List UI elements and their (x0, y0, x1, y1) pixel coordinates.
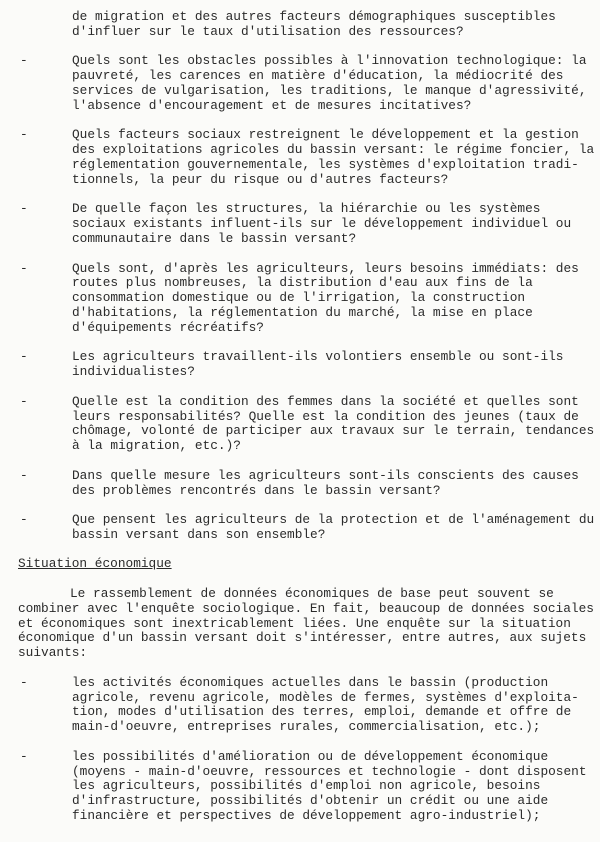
text-line: d'influer sur le taux d'utilisation des ressources? (72, 23, 464, 39)
text-line: De quelle façon les structures, la hiérarchie ou les systèmes (72, 201, 541, 217)
bullet-dash: - (20, 260, 28, 276)
text-line: Que pensent les agriculteurs de la protection et de l'aménagement du (72, 512, 595, 528)
text-line: les agriculteurs, possibilités d'emploi non agricole, besoins (72, 778, 541, 794)
text-line: chômage, volonté de participer aux travaux sur le terrain, tendances (72, 423, 595, 439)
text-line: des problèmes rencontrés dans le bassin versant? (72, 482, 441, 498)
text-line: économique d'un bassin versant doit s'intéresser, entre autres, aux sujets (18, 630, 587, 646)
text-line: Quels sont, d'après les agriculteurs, leurs besoins immédiats: des (72, 260, 579, 276)
question-item (0, 202, 600, 246)
text-line: pauvreté, les carences en matière d'éducation, la médiocrité des (72, 68, 564, 84)
bullet-dash: - (20, 201, 28, 217)
text-line: main-d'oeuvre, entreprises rurales, commercialisation, etc.); (72, 719, 541, 735)
bullet-dash: - (20, 349, 28, 365)
text-line: tion, modes d'utilisation des terres, emploi, demande et offre de (72, 704, 572, 720)
text-line: communautaire dans le bassin versant? (72, 230, 357, 246)
question-item (0, 350, 600, 380)
section-paragraph (0, 587, 600, 661)
bullet-dash: - (20, 127, 28, 143)
text-line: réglementation gouvernementale, les systèmes d'exploitation tradi- (72, 156, 579, 172)
text-line: routes plus nombreuses, la distribution d'eau aux fins de la (72, 275, 533, 291)
text-line: d'habitations, la réglementation du marché, la mise en place (72, 304, 533, 320)
text-line: leurs responsabilités? Quelle est la condition des jeunes (taux de (72, 408, 579, 424)
bullet-dash: - (20, 393, 28, 409)
text-line: financière et perspectives de développement agro-industriel); (72, 808, 541, 824)
question-item (0, 469, 600, 499)
bullet-dash: - (20, 53, 28, 69)
text-line: suivants: (18, 645, 88, 661)
continuation-text (0, 10, 600, 40)
question-list (0, 54, 600, 542)
topic-item (0, 750, 600, 824)
text-line: sociaux existants influent-ils sur le développement individuel ou (72, 216, 572, 232)
text-line: Les agriculteurs travaillent-ils volontiers ensemble ou sont-ils (72, 349, 564, 365)
text-line: agricole, revenu agricole, modèles de fermes, systèmes d'exploita- (72, 689, 579, 705)
text-line: Le rassemblement de données économiques de base peut souvent se (70, 586, 554, 602)
text-line: Quelle est la condition des femmes dans la société et quelles sont (72, 393, 579, 409)
text-line: d'infrastructure, possibilités d'obtenir un crédit ou une aide (72, 793, 549, 809)
section-heading: Situation économique (18, 556, 172, 572)
text-line: Quels facteurs sociaux restreignent le développement et la gestion (72, 127, 579, 143)
bullet-dash: - (20, 512, 28, 528)
text-line: Dans quelle mesure les agriculteurs sont-ils conscients des causes (72, 467, 579, 483)
text-line: bassin versant dans son ensemble? (72, 526, 326, 542)
bullet-dash: - (20, 748, 28, 764)
text-line: individualistes? (72, 364, 195, 380)
text-line: et économiques sont inextricablement liées. Une enquête sur la situation (18, 615, 571, 631)
text-line: services de vulgarisation, les traditions, le manque d'agressivité, (72, 82, 587, 98)
topic-item (0, 676, 600, 735)
question-item (0, 128, 600, 187)
text-line: à la migration, etc.)? (72, 438, 241, 454)
text-line: les possibilités d'amélioration ou de développement économique (72, 748, 549, 764)
bullet-dash: - (20, 467, 28, 483)
question-item (0, 262, 600, 336)
text-line: des exploitations agricoles du bassin versant: le régime foncier, la (72, 142, 595, 158)
text-line: les activités économiques actuelles dans le bassin (production (72, 674, 549, 690)
text-line: Quels sont les obstacles possibles à l'innovation technologique: la (72, 53, 587, 69)
bullet-dash: - (20, 674, 28, 690)
text-line: de migration et des autres facteurs démographiques susceptibles (72, 9, 556, 24)
question-item (0, 54, 600, 113)
question-item (0, 513, 600, 543)
text-line: l'absence d'encouragement et de mesures incitatives? (72, 97, 472, 113)
question-item (0, 395, 600, 454)
text-line: tionnels, la peur du risque ou d'autres facteurs? (72, 171, 449, 187)
topic-list (0, 676, 600, 824)
text-line: (moyens - main-d'oeuvre, ressources et technologie - dont disposent (72, 763, 587, 779)
text-line: consommation domestique ou de l'irrigation, la construction (72, 290, 526, 306)
text-line: d'équipements récréatifs? (72, 319, 264, 335)
text-line: combiner avec l'enquête sociologique. En fait, beaucoup de données sociales (18, 600, 594, 616)
